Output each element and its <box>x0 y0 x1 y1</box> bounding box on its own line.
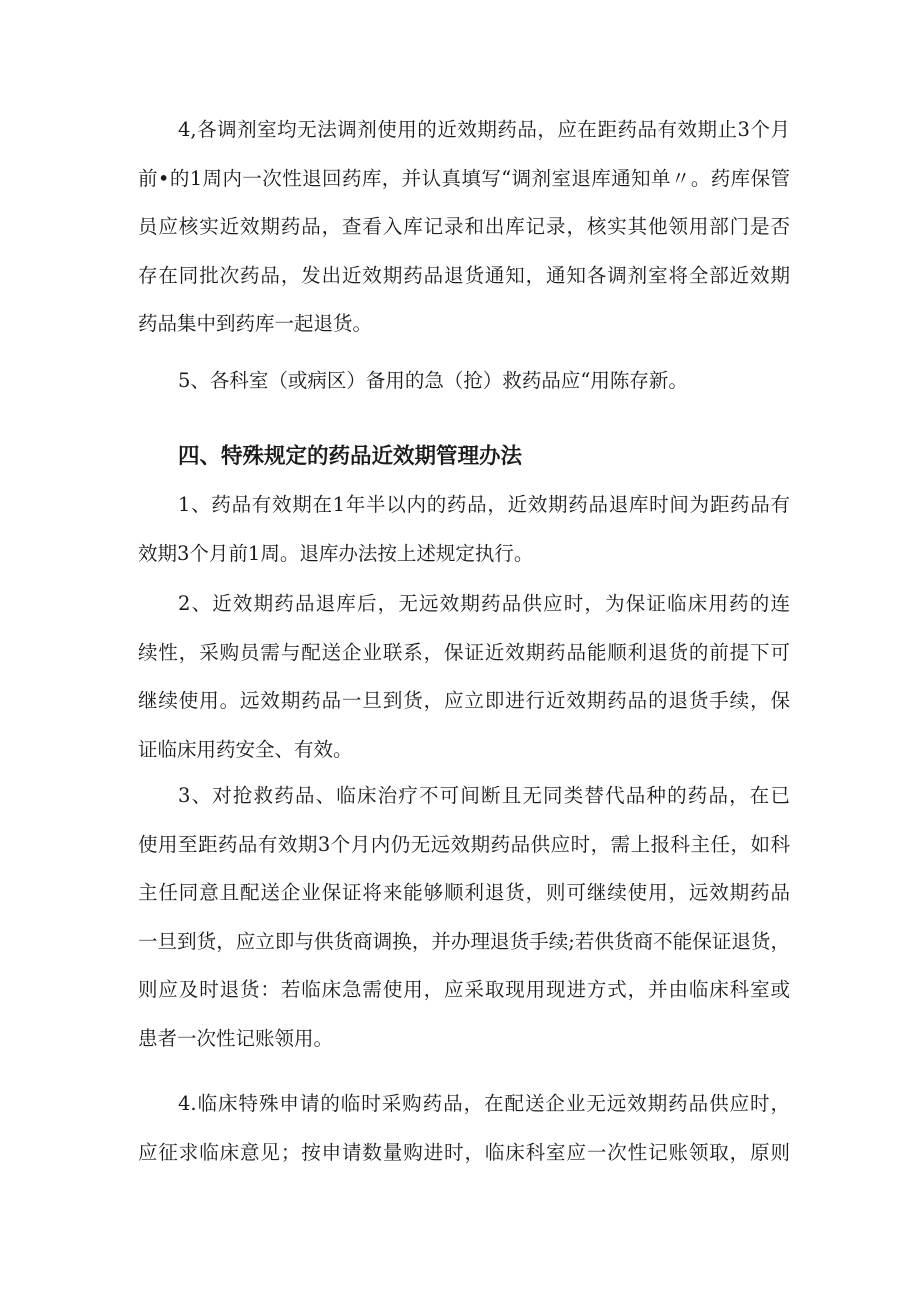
text-line: 4,各调剂室均无法调剂使用的近效期药品，应在距药品有效期止3个月 <box>178 118 790 141</box>
paragraph-return-to-pharmacy <box>138 106 790 349</box>
text-line: 继续使用。远效期药品一旦到货，应立即进行近效期药品的退货手续，保 <box>138 689 790 712</box>
paragraph-section-item-4 <box>138 1080 790 1177</box>
text-line: 效期3个月前1周。退库办法按上述规定执行。 <box>138 541 534 565</box>
text-line: 存在同批次药品，发出近效期药品退货通知，通知各调剂室将全部近效期 <box>138 263 790 287</box>
text-line: 证临床用药安全、有效。 <box>138 737 353 761</box>
paragraph-emergency-drugs <box>138 357 790 406</box>
text-line: 2、近效期药品退库后，无远效期药品供应时，为保证临床用药的连 <box>178 592 790 615</box>
text-line: 4.临床特殊申请的临时采购药品，在配送企业无远效期药品供应时， <box>178 1092 790 1115</box>
text-line: 主任同意且配送企业保证将来能够顺利退货，则可继续使用，远效期药品 <box>138 881 790 904</box>
text-line: 药品集中到药库一起退货。 <box>138 312 373 335</box>
paragraph-section-item-3 <box>138 772 790 1063</box>
text-line: 员应核实近效期药品，查看入库记录和出库记录，核实其他领用部门是否 <box>138 215 790 238</box>
section-heading: 四、特殊规定的药品近效期管理办法 <box>178 444 523 469</box>
text-line: 患者一次性记账领用。 <box>138 1026 334 1050</box>
paragraph-section-item-2 <box>138 580 790 774</box>
text-line: 一旦到货，应立即与供货商调换，并办理退货手续;若供货商不能保证退货， <box>138 929 790 953</box>
text-line: 应征求临床意见；按申请数量购进时，临床科室应一次性记账领取，原则 <box>138 1140 790 1164</box>
text-line: 续性，采购员需与配送企业联系，保证近效期药品能顺利退货的前提下可 <box>138 640 790 664</box>
text-line: 使用至距药品有效期3个月内仍无远效期药品供应时，需上报科主任，如科 <box>138 832 790 856</box>
text-line: 前•的1周内一次性退回药库，并认真填写“调剂室退库通知单〃。药库保管 <box>138 166 790 190</box>
text-line: 1、药品有效期在1年半以内的药品，近效期药品退库时间为距药品有 <box>178 493 790 516</box>
text-line: 则应及时退货：若临床急需使用，应采取现用现进方式，并由临床科室或 <box>138 978 790 1001</box>
text-line: 3、对抢救药品、临床治疗不可间断且无同类替代品种的药品，在已 <box>178 784 790 807</box>
paragraph-section-item-1 <box>138 481 790 578</box>
text-line: 5、各科室（或病区）备用的急（抢）救药品应“用陈存新。 <box>178 369 688 392</box>
